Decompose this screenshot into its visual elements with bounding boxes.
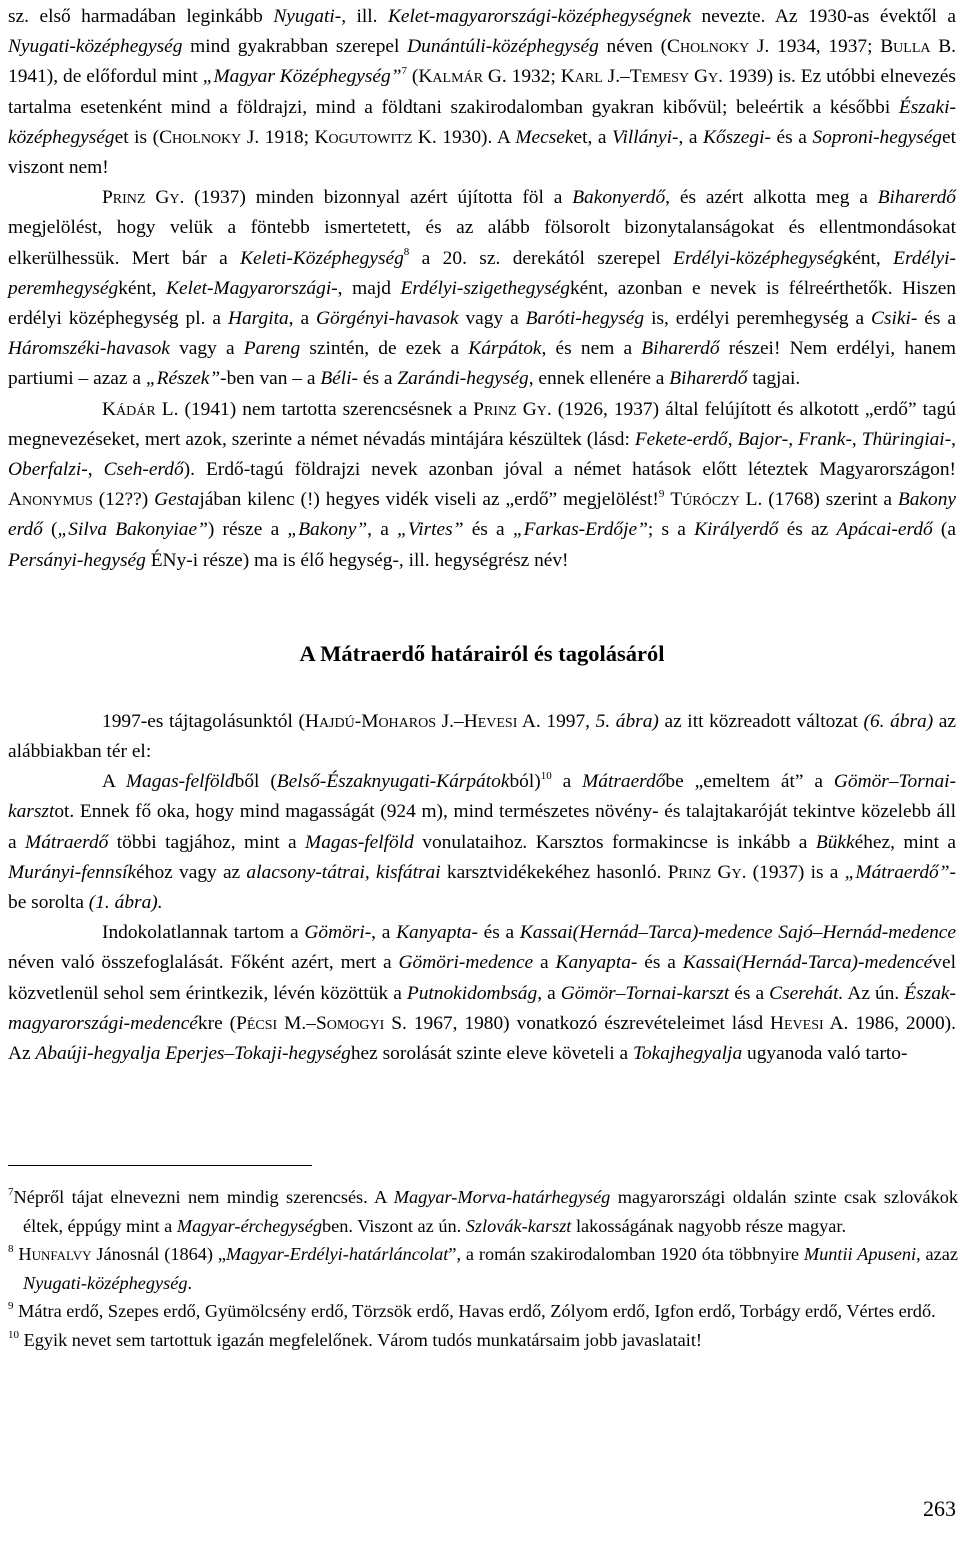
footnotes [8,1183,958,1355]
page-body [8,0,956,1069]
footnote: $^{10}$ Egyik nevet sem tartottuk igazán megfelelőnek. Várom tudós munkatársaim jobb javaslatait! [8,1328,702,1350]
paragraph: Kádár L. (1941) nem tartotta szerencsésnek a Prinz Gy. (1926, 1937) által felújított és alkotott „erdő” tagú megnevezéseket, mert azok, szerinte a német névadás mintájára készültek (lásd: Fekete-erdő, Bajor-, Frank-, Thüringiai-, Oberfalzi-, Cseh-erdő). Erdő-tagú földrajzi nevek azonban jóval a német hatások előtt léteztek Magyarországon! Anonymus (12??) Gestajában kilenc (!) hegyes vidék viseli az „erdő” megjelölést!$^9$ Túróczy L. (1768) szerint a Bakony erdő („Silva Bakonyiae”) része a „Bakony”, a „Virtes” és a „Farkas-Erdője”; s a Királyerdő és az Apácai-erdő (a Persányi-hegység ÉNy-i része) ma is élő hegység-, ill. hegységrész név! [8,398,957,571]
paragraph: 1997-es tájtagolásunktól (Hajdú-Moharos J.–Hevesi A. 1997, 5. ábra) az itt közreadott változat (6. ábra) az alábbiakban tér el: [8,710,957,763]
paragraph: sz. első harmadában leginkább Nyugati-, ill. Kelet-magyarországi-középhegységnek nevezte. Az 1930-as évektől a Nyugati-középhegység mind gyakrabban szerepel Dunántúli-középhegység néven (Cholnoky J. 1934, 1937; Bulla B. 1941), de előfordul mint „Magyar Középhegység”$^7$ (Kalmár G. 1932; Karl J.–Temesy Gy. 1939) is. Ez utóbbi elnevezés tartalma esetenként mind a földrajzi, mind a földtani szakirodalomban gyakran kibővül; beleértik a későbbi Északi-középhegységet is (Cholnoky J. 1918; Kogutowitz K. 1930). A Mecseket, a Villányi-, a Kőszegi- és a Soproni-hegységet viszont nem! [8,6,956,179]
paragraph: Prinz Gy. (1937) minden bizonnyal azért újította föl a Bakonyerdő, és azért alkotta meg a Biharerdő megjelölést, hogy velük a föntebb ismertetett, és az alább fölsorolt bizonytalanságokat és ellentmondásokat elkerülhessük. Mert bár a Keleti-Középhegység$^8$ a 20. sz. derekától szerepel Erdélyi-középhegységként, Erdélyi-peremhegységként, Kelet-Magyarországi-, majd Erdélyi-szigethegységként, azonban e nevek is félreérthetők. Hiszen erdélyi középhegység pl. a Hargita, a Görgényi-havasok vagy a Baróti-hegység is, erdélyi peremhegység a Csiki- és a Háromszéki-havasok vagy a Pareng szintén, de ezek a Kárpátok, és nem a Biharerdő részei! Nem erdélyi, hanem partiumi – azaz a „Részek”-ben van – a Béli- és a Zarándi-hegység, ennek ellenére a Biharerdő tagjai. [8,187,957,390]
paragraph: Indokolatlannak tartom a Gömöri-, a Kanyapta- és a Kassai(Hernád–Tarca)-medence Sajó–Hernád-medence néven való összefoglalását. Főként azért, mert a Gömöri-medence a Kanyapta- és a Kassai(Hernád-Tarca)-medencével közvetlenül sehol sem érintkezik, lévén közöttük a Putnokidombság, a Gömör–Tornai-karszt és a Cserehát. Az ún. Észak-magyarországi-medencékre (Pécsi M.–Somogyi S. 1967, 1980) vonatkozó észrevételeimet lásd Hevesi A. 1986, 2000). Az Abaúji-hegyalja Eperjes–Tokaji-hegységhez sorolását szinte eleve követeli a Tokajhegyalja ugyanoda való tarto- [8,922,956,1065]
footnote: $^7$Népről tájat elnevezni nem mindig szerencsés. A Magyar-Morva-határhegység magyarországi oldalán szinte csak szlovákok éltek, éppúgy mint a Magyar-érchegységben. Viszont az ún. Szlovák-karszt lakosságának nagyobb része magyar. [8,1185,958,1236]
paragraph: A Magas-felföldből (Belső-Északnyugati-Kárpátokból)$^{10}$ a Mátraerdőbe „emeltem át” a Gömör–Tornai-karsztot. Ennek fő oka, hogy mind magasságát (924 m), mind természetes növény- és talajtakaróját tekintve közelebb áll a Mátraerdő többi tagjához, mint a Magas-felföld vonulataihoz. Karsztos formakincse is inkább a Bükkéhez, mint a Murányi-fennsíkéhoz vagy az alacsony-tátrai, kisfátrai karsztvidékekéhez hasonló. Prinz Gy. (1937) is a „Mátraerdő”-be sorolta (1. ábra). [8,769,956,914]
section-heading: A Mátraerdő határairól és tagolásáról [299,640,665,666]
footnote: $^9$ Mátra erdő, Szepes erdő, Gyümölcsény erdő, Törzsök erdő, Havas erdő, Zólyom erdő, Igfon erdő, Torbágy erdő, Vértes erdő. [8,1300,936,1322]
footnote-divider [8,1165,312,1166]
page-number: 263 [923,1496,956,1521]
footnote: $^8$ Hunfalvy Jánosnál (1864) „Magyar-Erdélyi-határláncolat”, a román szakirodalomban 1920 óta többnyire Muntii Apuseni, azaz Nyugati-középhegység. [8,1243,958,1293]
